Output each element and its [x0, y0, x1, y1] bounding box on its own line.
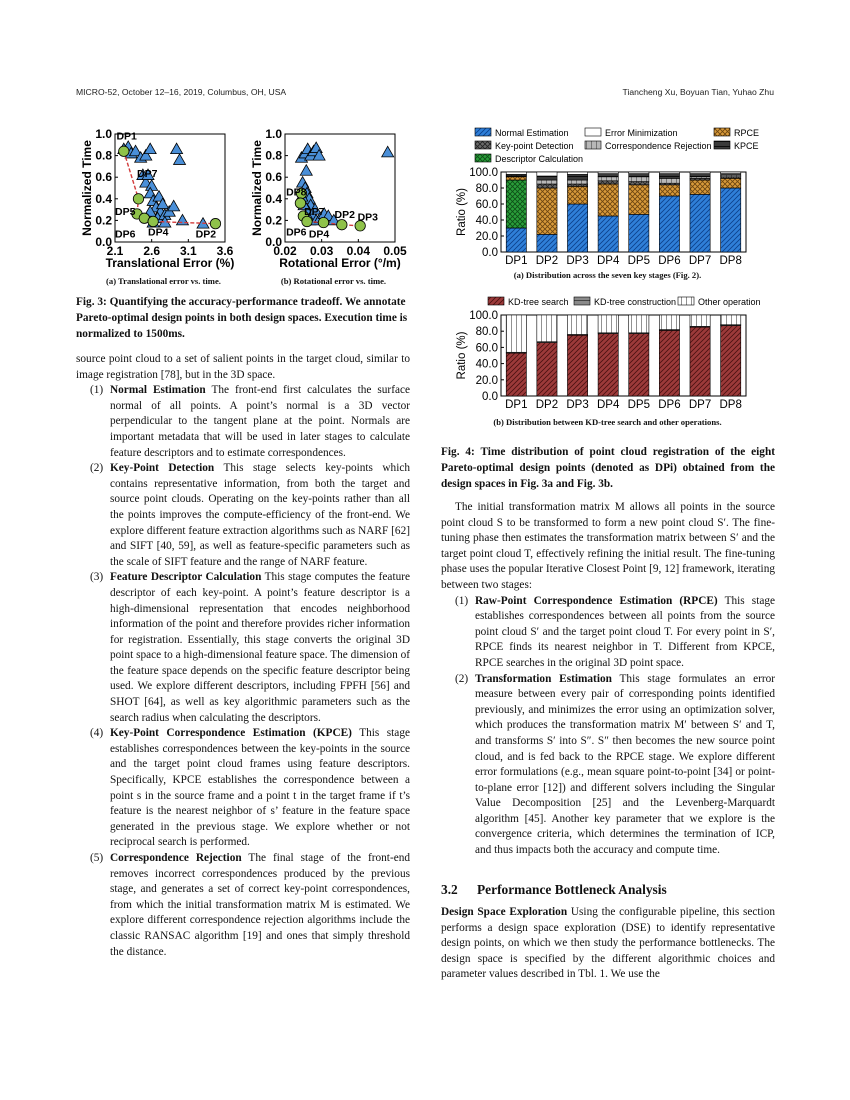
left-column	[76, 352, 410, 960]
bar-segment	[598, 334, 618, 396]
section-number: 3.2	[441, 882, 458, 897]
x-tick-label: DP5	[627, 255, 650, 267]
legend-label: Correspondence Rejection	[605, 141, 712, 151]
design-point-triangle	[174, 154, 186, 165]
legend-label: KPCE	[734, 141, 759, 151]
y-tick-label: 100.0	[469, 167, 498, 179]
design-point-triangle	[144, 143, 156, 154]
running-header-left: MICRO-52, October 12–16, 2019, Columbus, OH, USA	[76, 87, 287, 97]
bar-segment	[567, 335, 587, 396]
bar-segment	[659, 172, 679, 174]
x-tick-label: DP8	[719, 399, 742, 411]
bar-segment	[506, 228, 526, 252]
bar-segment	[659, 178, 679, 183]
legend-swatch	[475, 154, 491, 162]
bar-segment	[567, 204, 587, 252]
y-tick-label: 0.2	[265, 213, 282, 228]
bar-segment	[537, 180, 557, 184]
x-tick-label: 2.6	[143, 244, 161, 258]
bar-segment	[659, 315, 679, 330]
bar-segment	[659, 185, 679, 196]
legend-swatch	[475, 128, 491, 136]
list-item: (1) Normal Estimation The front-end first calculates the surface normal of all points. A point’s normal is a 3D vector perpendicular to the tangent plane at the point. Normals are important metadata that will be used in later stages to calculate feature descriptors and to estimate correspondences.	[90, 384, 410, 459]
list-item: (1) Raw-Point Correspondence Estimation (RPCE) This stage establishes correspondences between all points from the source point cloud S′ and the target point cloud T. For every point in S′, RPCE finds its nearest neighbor in T. Different from KPCE, RPCE searches in the original 3D point space.	[455, 594, 776, 669]
x-tick-label: DP3	[566, 255, 589, 267]
list-item: (3) Feature Descriptor Calculation This stage computes the feature descriptor of each key-point. A point’s feature descriptor is a high-dimensional representation that encodes neighborhood information of the point and therefore provides richer information for registration. Essentially, this stage converts the original 3D point space to a high-dimensional feature space. The dimension of the feature space depends on the specific feature descriptor being used. We explore different descriptors, including FPFH [56] and SHOT [64], as well as key algorithmic parameters such as the search radius when calculating the descriptors.	[90, 571, 411, 724]
bar-segment	[690, 172, 710, 174]
y-tick-label: 0.4	[265, 191, 282, 206]
legend-swatch	[585, 141, 601, 149]
x-tick-label: DP6	[658, 399, 681, 411]
dp-annotation: DP4	[308, 228, 330, 241]
dp-annotation: DP8	[286, 186, 307, 199]
y-tick-label: 100.0	[469, 310, 498, 322]
dp-annotation: DP7	[137, 168, 158, 181]
pareto-point	[318, 217, 328, 227]
fine-tuning-stage-list	[441, 594, 775, 859]
bar-segment	[721, 315, 741, 325]
bar-segment	[598, 177, 618, 181]
y-tick-label: 0.4	[95, 191, 112, 206]
legend-swatch	[475, 141, 491, 149]
y-tick-label: 0.8	[95, 148, 112, 163]
fig3b-scatter	[246, 126, 411, 276]
x-tick-label: DP5	[627, 399, 650, 411]
list-item: (2) Transformation Estimation This stage formulates an error measure between every pair of corresponding points identified previously, and minimizes the error using an optimization solver, which produces the transformation matrix M′ between S′ and T, and transforms S′ into S″. S″ then becomes the new source point cloud, and is fed back to the RPCE stage. We explore different error formulations (e.g., mean square point-to-point [34] or point-to-plane error [12]) and different solvers including the Singular Value Decomposition [25] and the Levenberg-Marquardt algorithm [45]. Another key parameter that we explore is the convergence criteria, which determines the termination of ICP, and thus impacts both the accuracy and compute time.	[455, 672, 776, 857]
pareto-point	[210, 218, 220, 228]
section-title: Performance Bottleneck Analysis	[477, 882, 667, 897]
bar-segment	[629, 172, 649, 174]
bar-segment	[659, 174, 679, 179]
y-tick-label: 0.6	[265, 170, 282, 185]
y-tick-label: 60.0	[475, 342, 498, 355]
list-item: (4) Key-Point Correspondence Estimation (KPCE) This stage establishes correspondences between the key-points in the source and the target point cloud frames using feature descriptors. Specifically, KPCE establishes the correspondence between a point s in the source frame and a point t in the target frame if t’s feature is the nearest neighbor of s’ feature in the feature space generated in the previous stage. We explore whether or not reciprocal search is performed.	[90, 727, 410, 849]
x-tick-label: DP2	[535, 255, 559, 267]
y-tick-label: 60.0	[475, 199, 498, 211]
bar-segment	[537, 176, 557, 180]
bar-segment	[567, 186, 587, 204]
bar-segment	[659, 330, 679, 396]
section-heading	[441, 882, 667, 898]
fig4b-subcaption: (b) Distribution between KD-tree search and other operations.	[493, 417, 722, 427]
bar-segment	[506, 315, 526, 352]
bar-segment	[629, 214, 649, 252]
bar-segment	[629, 334, 649, 396]
y-tick-label: 0.0	[482, 247, 498, 259]
x-tick-label: DP3	[566, 399, 589, 411]
bar-segment	[629, 177, 649, 182]
bar-segment	[506, 177, 526, 180]
dp-annotation: DP1	[116, 130, 137, 143]
fig3-caption-text: Fig. 3: Quantifying the accuracy-performance tradeoff. We annotate Pareto-optimal design points in both design spaces. Execution time is normalized to 1500ms.	[76, 296, 408, 340]
y-tick-label: 80.0	[475, 183, 498, 195]
design-point-triangle	[310, 142, 322, 153]
x-tick-label: DP6	[658, 255, 681, 267]
pareto-point	[119, 146, 129, 156]
y-axis-label: Ratio (%)	[456, 331, 468, 380]
bar-segment	[721, 188, 741, 252]
bar-segment	[537, 188, 557, 234]
bar-segment	[629, 174, 649, 177]
left-intro: source point cloud to a set of salient points in the target cloud, similar to image registration [78], but in the 3D space.	[76, 353, 410, 381]
legend-label: RPCE	[734, 128, 760, 138]
right-para1: The initial transformation matrix M allows all points in the source point cloud S to be transformed to form a new point cloud S′. The fine-tuning phase then estimates the transformation matrix between S′ and the target point cloud T, effectively refining the initial result. The fine-tuning phase uses the popular Iterative Closest Point [9, 12] framework, iterating between two stages:	[441, 501, 775, 591]
bar-segment	[721, 172, 741, 174]
x-tick-label: DP4	[597, 255, 620, 267]
y-tick-label: 40.0	[475, 358, 498, 371]
y-axis-label: Ratio (%)	[456, 188, 468, 236]
legend-label: Normal Estimation	[495, 128, 569, 138]
bar-segment	[598, 181, 618, 184]
x-tick-label: DP7	[688, 255, 712, 267]
bar-segment	[690, 194, 710, 252]
legend-swatch	[574, 297, 590, 305]
dp-annotation: DP7	[304, 206, 325, 218]
running-header-right: Tiancheng Xu, Boyuan Tian, Yuhao Zhu	[622, 87, 774, 97]
fig4a-subcaption: (a) Distribution across the seven key stages (Fig. 2).	[513, 270, 702, 280]
legend-label: Error Minimization	[605, 128, 678, 138]
bar-segment	[567, 172, 587, 174]
dp-annotation: DP4	[148, 226, 169, 239]
dp-annotation: DP2	[334, 209, 355, 222]
fig4-caption	[441, 444, 775, 492]
bar-segment	[659, 196, 679, 252]
bar-segment	[598, 174, 618, 177]
dp-annotation: DP5	[115, 206, 136, 218]
list-item: (5) Correspondence Rejection The final stage of the front-end removes incorrect correspondences produced by the previous stage, and generates a set of correct key-point correspondences, from which the initial transformation matrix M is estimated. We explore different correspondence rejection algorithms include the classic RANSAC algorithm [19] and ones that simply threshold the distance.	[90, 852, 411, 958]
fig4a-stacked-bar	[440, 124, 775, 272]
legend-swatch	[714, 141, 730, 149]
bar-segment	[629, 315, 649, 333]
x-axis-label: Translational Error (%)	[105, 256, 235, 270]
bar-segment	[506, 180, 526, 228]
y-tick-label: 20.0	[475, 374, 498, 387]
legend-label: KD-tree search	[508, 297, 569, 307]
x-tick-label: 3.6	[216, 244, 234, 258]
dp-annotation: DP6	[286, 226, 307, 239]
x-tick-label: 0.04	[346, 244, 371, 258]
bar-segment	[537, 315, 557, 342]
legend-label: Other operation	[698, 297, 761, 307]
right-para2	[441, 905, 775, 983]
pareto-point	[133, 194, 143, 204]
design-point-triangle	[382, 146, 394, 157]
bar-segment	[629, 185, 649, 215]
legend-swatch	[678, 297, 694, 305]
para2-text: Using the configurable pipeline, this section performs a design space exploration (DSE) to identify representative design points, on which we then study the performance bottlenecks. The design space is specified by the different algorithmic choices and parameter values described in Tbl. 1. We use the	[441, 906, 775, 981]
bar-segment	[690, 180, 710, 194]
bar-segment	[598, 172, 618, 174]
y-tick-label: 0.2	[95, 213, 112, 228]
x-tick-label: 0.05	[383, 244, 407, 258]
fig4-caption-text: Fig. 4: Time distribution of point cloud registration of the eight Pareto-optimal design points (denoted as DPi) obtained from the design spaces in Fig. 3a and Fig. 3b.	[441, 446, 775, 490]
right-column	[441, 500, 775, 859]
bar-segment	[567, 174, 587, 180]
bar-segment	[721, 326, 741, 396]
fig4b-stacked-bar	[440, 293, 775, 417]
bar-segment	[506, 353, 526, 396]
x-tick-label: DP1	[505, 255, 528, 267]
bar-segment	[567, 180, 587, 184]
bar-segment	[537, 343, 557, 396]
legend-label: KD-tree construction	[594, 297, 677, 307]
bar-segment	[567, 184, 587, 186]
x-tick-label: DP1	[505, 399, 528, 411]
bar-segment	[598, 184, 618, 216]
x-tick-label: 0.03	[309, 244, 334, 258]
dp-annotation: DP2	[195, 228, 217, 241]
y-tick-label: 80.0	[475, 326, 498, 339]
y-tick-label: 0.6	[95, 170, 112, 185]
bar-segment	[537, 172, 557, 176]
legend-swatch	[585, 128, 601, 136]
x-tick-label: 2.1	[106, 244, 124, 258]
list-item: (2) Key-Point Detection This stage selects key-points which contains representative information, from both the target and source point clouds. Operating on the key-points rather than all the points improves the compute-efficiency of the front-end. We explore different feature extraction algorithms such as NARF [62] and SIFT [40, 59], as well as feature-specific parameters such as the scale of SIFT feature and the range of NARF feature.	[90, 462, 411, 568]
bar-segment	[690, 315, 710, 326]
x-tick-label: DP7	[688, 399, 712, 411]
legend-label: Key-point Detection	[495, 141, 574, 151]
x-axis-label: Rotational Error (°/m)	[279, 256, 401, 270]
para2-title: Design Space Exploration	[441, 906, 568, 918]
y-tick-label: 0.0	[95, 235, 112, 249]
legend-label: Descriptor Calculation	[495, 154, 584, 164]
bar-segment	[537, 184, 557, 188]
bar-segment	[598, 216, 618, 252]
dp-annotation: DP3	[357, 211, 379, 224]
pareto-point	[148, 216, 158, 226]
bar-segment	[537, 234, 557, 252]
bar-segment	[690, 327, 710, 396]
x-tick-label: 3.1	[179, 244, 197, 258]
y-tick-label: 0.0	[265, 235, 282, 249]
bar-segment	[598, 315, 618, 333]
fig3a-subcaption: (a) Translational error vs. time.	[106, 276, 221, 286]
design-point-triangle	[300, 165, 312, 176]
x-tick-label: DP2	[535, 399, 559, 411]
bar-segment	[567, 315, 587, 334]
y-tick-label: 40.0	[475, 215, 498, 227]
y-axis-label: Normalized Time	[250, 140, 264, 236]
front-end-stage-list	[76, 383, 410, 960]
fig3b-subcaption: (b) Rotational error vs. time.	[280, 276, 387, 286]
legend-swatch	[714, 128, 730, 136]
bar-segment	[721, 178, 741, 188]
y-tick-label: 20.0	[475, 231, 498, 243]
dp-annotation: DP6	[115, 228, 136, 241]
x-tick-label: DP4	[597, 399, 620, 411]
y-tick-label: 1.0	[95, 127, 112, 141]
y-tick-label: 1.0	[265, 127, 282, 141]
bar-segment	[629, 182, 649, 185]
design-point-triangle	[171, 143, 183, 154]
legend-swatch	[488, 297, 504, 305]
bar-segment	[506, 172, 526, 174]
y-axis-label: Normalized Time	[80, 140, 94, 236]
x-tick-label: DP8	[719, 255, 742, 267]
y-tick-label: 0.8	[265, 148, 282, 163]
y-tick-label: 0.0	[482, 391, 498, 403]
fig3-caption	[76, 294, 410, 342]
bar-segment	[690, 174, 710, 177]
x-tick-label: 0.02	[273, 244, 297, 258]
fig3a-scatter	[76, 126, 241, 276]
